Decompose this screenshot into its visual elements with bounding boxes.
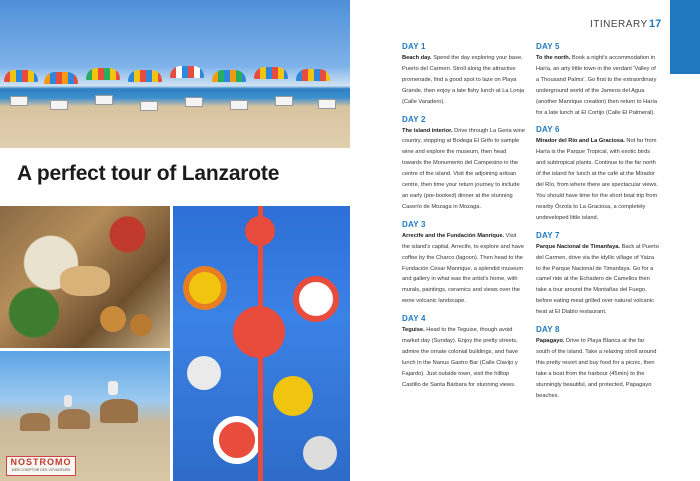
day-lead: Beach day. <box>402 55 432 61</box>
logo-tagline: WEB COMPTOIR DES VOYAGEURS <box>11 468 71 472</box>
day-entry <box>536 42 659 118</box>
day-title: DAY 3 <box>402 219 426 229</box>
itinerary-column-right <box>536 42 659 408</box>
day-lead: Papagayo. <box>536 338 565 345</box>
day-text <box>402 126 525 213</box>
day-text <box>536 136 659 223</box>
sculpture-photo <box>173 206 350 481</box>
page-title: A perfect tour of Lanzarote <box>17 162 280 185</box>
chapter-tab <box>670 0 700 74</box>
day-lead: Teguise. <box>402 327 425 334</box>
day-title: DAY 8 <box>536 325 560 335</box>
day-text <box>536 242 659 318</box>
day-entry <box>402 42 525 108</box>
section-label: ITINERARY <box>590 19 648 30</box>
day-entry <box>402 220 525 307</box>
day-title: DAY 1 <box>402 42 426 51</box>
day-body: Back at Puerto del Carmen, drive via the idyllic village of Yaiza to the Parque Nacional de Timanfaya. Go for a camel ride at the Echadero de Camellos then take a tour around the Montañas del Fuego, before eating meat grilled over natural volcanic heat at El Diablo restaurant. <box>536 243 659 316</box>
day-title: DAY 5 <box>536 42 560 51</box>
day-text <box>536 53 659 118</box>
day-body: Book a night's accommodation in Haría, an arty little town in the verdant 'Valley of a Thousand Palms'. Go first to the extraordinary underground world of the Jameos del Agua (another Manrique creation) then return to Haría for a late lunch at El Cortijo (Calle El Palmeral). <box>536 55 658 116</box>
page-number: 17 <box>649 18 662 30</box>
day-lead: Parque Nacional de Timanfaya. <box>536 243 620 250</box>
itinerary-column-left <box>402 42 525 398</box>
day-body: Head to the Teguise, though avoid market day (Sunday). Enjoy the pretty streets, admire the ornate colonial buildings, and have lunch in the Nanus Gastro Bar (Calle Clavijo y Fajardo). Just outside town, visit the hilltop Castillo de Santa Bárbara for stunning views. <box>402 327 519 388</box>
beach-photo <box>0 0 350 148</box>
day-entry <box>536 125 659 223</box>
day-lead: Arrecife and the Fundación Manrique. <box>402 232 505 239</box>
day-text <box>536 336 659 401</box>
day-body: Visit the island's capital, Arrecife, to explore and have coffee by the Charco (lagoon). Then head to the Fundación César Manrique, a splendid museum and gallery in what was the artist's home, with murals, paintings, ceramics and views over the eerie volcanic landscape. <box>402 232 524 305</box>
logo-name: NOSTROMO <box>10 457 72 467</box>
day-title: DAY 2 <box>402 114 426 124</box>
day-text <box>402 53 525 108</box>
day-title: DAY 4 <box>402 314 426 324</box>
publisher-logo <box>6 456 76 476</box>
day-body: Drive to Playa Blanca at the far south of the island. Take a relaxing stroll around this pretty resort and buy food for a picnic, then take a boat from the harbour (45min) to the stunningly beautiful, and protected, Papagayo beaches. <box>536 338 657 399</box>
day-lead: To the north. <box>536 55 571 61</box>
day-title: DAY 6 <box>536 125 560 135</box>
food-photo <box>0 206 170 348</box>
day-body: Spend the day exploring your base, Puerto del Carmen. Stroll along the attractive promenade, find a good spot to laze on Playa Grande, then enjoy a late fishy lunch at La Lonja (Calle Varadero). <box>402 55 525 105</box>
day-lead: The island interior. <box>402 127 453 134</box>
day-lead: Mirador del Río and La Graciosa. <box>536 138 625 145</box>
day-entry <box>402 115 525 213</box>
day-entry <box>536 231 659 318</box>
day-body: Drive through La Geria wine country, stopping at Bodega El Grifo to sample wine and explore the museum, then head towards the Monumento del Campesino in the centre of the island. Visit the adjoining artisan centre, then time your return journey to include an early (pre-booked) dinner at the stunning Caserío de Mozaga in Mozaga. <box>402 127 525 210</box>
day-text <box>402 325 525 390</box>
day-entry <box>536 325 659 401</box>
day-text <box>402 231 525 307</box>
day-body: Not far from Haría is the Parque Tropical, with exotic birds and subtropical plants. Continue to the far north of the island for lunch at the café at the Mirador del Río, from where there are spectacular views. You should have time for the short boat trip from nearby Órzola to La Graciosa, a completely undeveloped little island. <box>536 138 659 221</box>
day-title: DAY 7 <box>536 230 560 240</box>
day-entry <box>402 314 525 390</box>
